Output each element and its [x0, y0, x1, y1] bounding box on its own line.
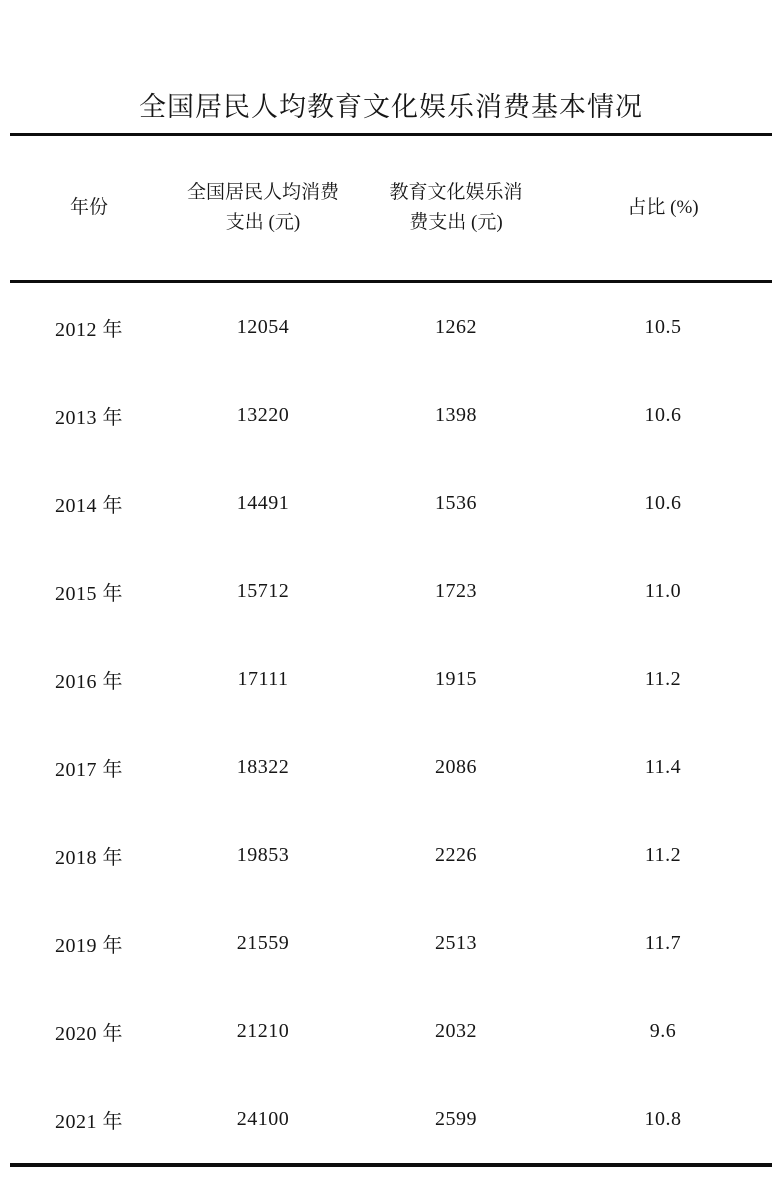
title-area: [0, 0, 782, 133]
edu-expenditure-cell: 2086: [435, 755, 477, 778]
ratio-cell: 9.6: [649, 1019, 677, 1042]
ratio-cell: 11.0: [644, 579, 682, 602]
total-expenditure-cell: 21210: [236, 1019, 290, 1042]
table-row: [10, 547, 772, 635]
year-cell: 2021 年: [55, 1110, 123, 1133]
col-year-header: [10, 135, 168, 282]
total-expenditure-cell: 15712: [236, 579, 290, 602]
col-total-expenditure-header-line1: 全国居民人均消费: [186, 182, 339, 203]
table-row: [10, 987, 772, 1075]
table-row: [10, 1075, 772, 1165]
edu-expenditure-cell: 2226: [435, 843, 477, 866]
col-total-expenditure-header-line2: 支出 (元): [225, 212, 301, 233]
table-row: [10, 371, 772, 459]
col-ratio-header-line1: 占比 (%): [627, 197, 699, 218]
total-expenditure-cell: 24100: [236, 1107, 290, 1130]
total-expenditure-cell: 17111: [237, 667, 289, 690]
edu-expenditure-cell: 2599: [435, 1107, 477, 1130]
year-cell: 2019 年: [55, 934, 123, 957]
ratio-cell: 10.6: [644, 491, 682, 514]
table-row: [10, 282, 772, 372]
year-cell: 2016 年: [55, 670, 123, 693]
total-expenditure-cell: 18322: [236, 755, 290, 778]
col-edu-expenditure-header: [358, 135, 554, 282]
ratio-cell: 10.8: [644, 1107, 682, 1130]
edu-expenditure-cell: 2032: [435, 1019, 477, 1042]
edu-expenditure-cell: 1915: [435, 667, 477, 690]
col-year-header-line1: 年份: [69, 197, 108, 218]
col-ratio-header: [554, 135, 772, 282]
total-expenditure-cell: 19853: [236, 843, 290, 866]
edu-expenditure-cell: 1723: [435, 579, 477, 602]
ratio-cell: 11.4: [644, 755, 682, 778]
table-header-row: [10, 135, 772, 282]
total-expenditure-cell: 14491: [236, 491, 290, 514]
table-row: [10, 723, 772, 811]
edu-expenditure-cell: 1536: [435, 491, 477, 514]
edu-expenditure-cell: 1262: [435, 315, 477, 338]
table-body: [10, 282, 772, 1166]
total-expenditure-cell: 12054: [236, 315, 290, 338]
col-edu-expenditure-header-line2: 费支出 (元): [409, 212, 503, 233]
year-cell: 2018 年: [55, 846, 123, 869]
year-cell: 2017 年: [55, 758, 123, 781]
ratio-cell: 11.2: [644, 667, 682, 690]
year-cell: 2012 年: [55, 318, 123, 341]
edu-expenditure-cell: 2513: [435, 931, 477, 954]
table-title: 全国居民人均教育文化娱乐消费基本情况: [139, 92, 643, 122]
ratio-cell: 11.7: [644, 931, 682, 954]
ratio-cell: 11.2: [644, 843, 682, 866]
col-edu-expenditure-header-line1: 教育文化娱乐消: [389, 182, 523, 203]
table-row: [10, 635, 772, 723]
consumption-table: [10, 133, 772, 1167]
ratio-cell: 10.5: [644, 315, 682, 338]
table-row: [10, 459, 772, 547]
table-row: [10, 899, 772, 987]
year-cell: 2014 年: [55, 494, 123, 517]
year-cell: 2015 年: [55, 582, 123, 605]
ratio-cell: 10.6: [644, 403, 682, 426]
year-cell: 2020 年: [55, 1022, 123, 1045]
edu-expenditure-cell: 1398: [435, 403, 477, 426]
col-total-expenditure-header: [168, 135, 358, 282]
total-expenditure-cell: 21559: [236, 931, 290, 954]
total-expenditure-cell: 13220: [236, 403, 290, 426]
table-row: [10, 811, 772, 899]
year-cell: 2013 年: [55, 406, 123, 429]
